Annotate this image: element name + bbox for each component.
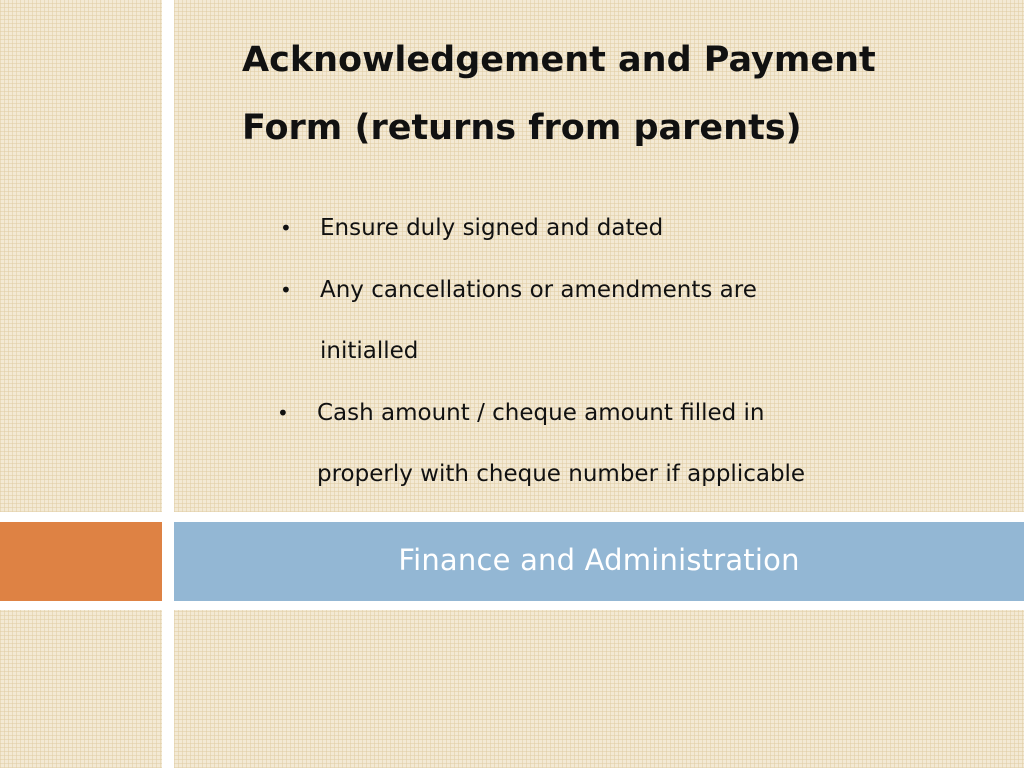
footer-text: Finance and Administration [398, 542, 800, 577]
bullet-dot-icon: • [280, 216, 292, 240]
accent-block [0, 522, 162, 601]
slide-title [242, 38, 1002, 174]
footer-band [174, 522, 1024, 601]
bullet-dot-icon: • [280, 277, 292, 302]
bullet-text-line: properly with cheque number if applicable [317, 461, 806, 487]
bullet-dot-icon: • [277, 400, 289, 425]
bullet-list [277, 198, 980, 506]
bullet-item-cash-amount [277, 383, 980, 506]
bullet-text-line: initialled [320, 338, 419, 364]
bullet-text-line: Cash amount / cheque amount filled in [317, 399, 765, 426]
background-panel-bottom-right [174, 610, 1024, 768]
bullet-text-line: Ensure duly signed and dated [320, 215, 664, 241]
bullet-text-line: Any cancellations or amendments are [320, 276, 757, 303]
background-panel-bottom-left [0, 610, 162, 768]
slide-title-line-1: Acknowledgement and Payment [242, 40, 876, 80]
bullet-item-signed [280, 198, 980, 260]
background-panel-top-left [0, 0, 162, 512]
slide-title-line-2: Form (returns from parents) [242, 108, 802, 148]
bullet-item-cancellations [280, 260, 980, 383]
